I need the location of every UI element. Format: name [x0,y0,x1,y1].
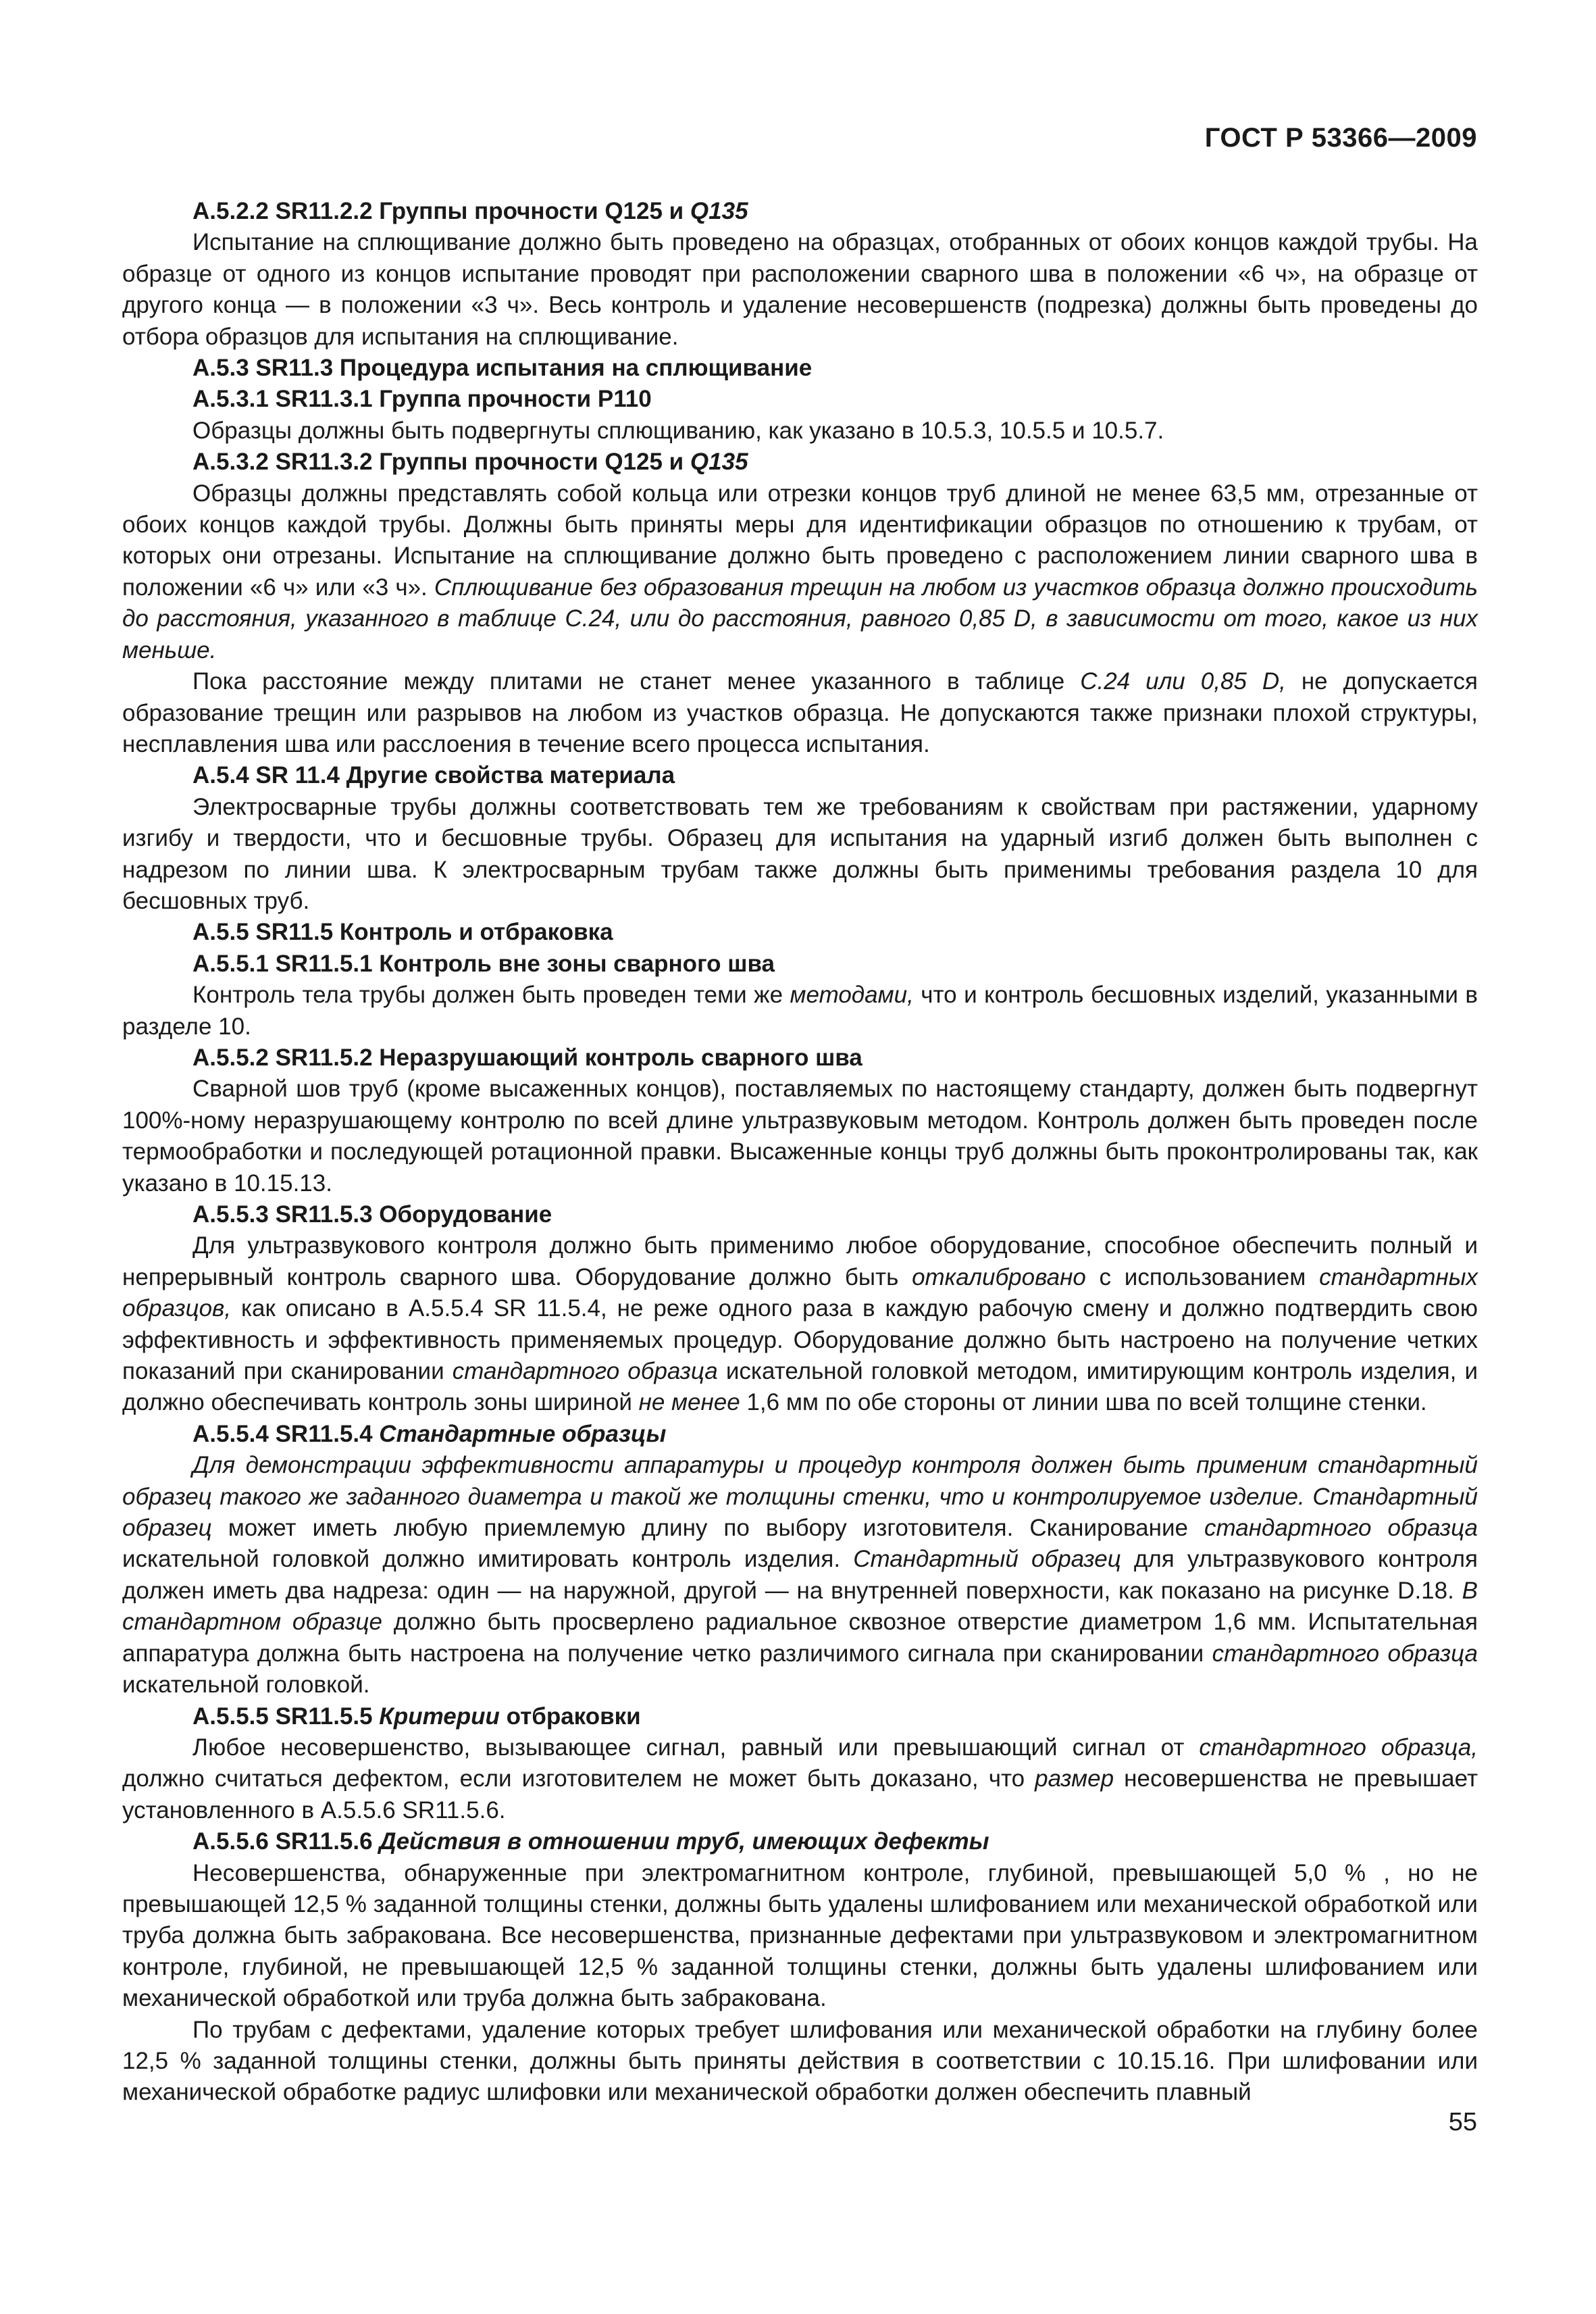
text-run: что и контроль бесшовных изделий, указанными в разделе 10. [122,982,1478,1040]
document-body [122,196,1478,2109]
italic-text-run: стандартного образца [1204,1515,1478,1542]
section-heading [122,447,1478,478]
italic-text-run: Для демонстрации эффективности аппаратуры и процедур контроля должен быть применим стандартный образец такого же заданного диаметра и такой же толщины стенки, что и контролируемое изделие. Стандартный образец [122,1452,1478,1542]
italic-text-run: стандартного образца, [1199,1734,1478,1761]
text-run: А.5.5 SR11.5 Контроль и отбраковка [192,919,613,946]
text-run: искательной головкой методом, имитирующим контроль изделия, и должно обеспечивать контроль зоны шириной [122,1358,1478,1416]
italic-text-run: Сплющивание без образования трещин на любом из участков образца должно происходить до расстояния, указанного в таблице С.24, или до расстояния, равного 0,85 D, в зависимости от того, какое из них меньше. [122,574,1478,663]
text-run: для ультразвукового контроля должен иметь два надреза: один — на наружной, другой — на внутренней поверхности, как показано на рисунке D.18. [122,1546,1478,1604]
italic-text-run: Стандартные образцы [379,1420,667,1447]
italic-text-run: методами, [790,982,914,1009]
text-run: Пока расстояние между плитами не станет менее указанного в таблице [192,668,1081,695]
page-number: 55 [1448,2108,1477,2136]
text-run: Образцы должны представлять собой кольца или отрезки концов труб длиной не менее 63,5 мм, отрезанные от обоих концов каждой трубы. Должны быть приняты меры для идентификации образцов по отношению к трубам, от которых они отрезаны. Испытание на сплющивание должно быть проведено с расположением линии сварного шва в положении «6 ч» или «3 ч». [122,480,1478,601]
text-run: несовершенства не превышает установленного в А.5.5.6 SR11.5.6. [122,1765,1478,1823]
text-run: может иметь любую приемлемую длину по выбору изготовителя. Сканирование [211,1515,1205,1542]
text-run: А.5.3.2 SR11.3.2 Группы прочности Q125 и [192,449,690,476]
text-run: Электросварные трубы должны соответствовать тем же требованиям к свойствам при растяжении, ударному изгибу и твердости, что и бесшовные трубы. Образец для испытания на ударный изгиб должен быть выполнен с надрезом по линии шва. К электросварным трубам также должны быть применимы требования раздела 10 для бесшовных труб. [122,793,1478,914]
paragraph [122,416,1478,447]
section-heading [122,1419,1478,1450]
text-run: Образцы должны быть подвергнуты сплющиванию, как указано в 10.5.3, 10.5.5 и 10.5.7. [192,417,1164,444]
section-heading [122,1826,1478,1857]
text-run: отбраковки [499,1703,641,1730]
text-run: должно быть просверлено радиальное сквозное отверстие диаметром 1,6 мм. Испытательная аппаратура должна быть настроена на получение четко различимого сигнала при сканировании [122,1609,1478,1667]
italic-text-run: Стандартный образец [853,1546,1121,1573]
paragraph [122,1858,1478,2015]
text-run: Несовершенства, обнаруженные при электромагнитном контроле, глубиной, превышающей 5,0 % , но не превышающей 12,5 % заданной толщины стенки, должны быть удалены шлифованием или механической обработкой или труба должна быть забракована. Все несовершенства, признанные дефектами при ультразвуковом и электромагнитном контроле, глубиной, не превышающей 12,5 % заданной толщины стенки, должны быть удалены шлифованием или механической обработкой или труба должна быть забракована. [122,1859,1478,2012]
italic-text-run: стандартного образца [452,1358,718,1385]
text-run: А.5.5.1 SR11.5.1 Контроль вне зоны сварного шва [192,950,775,977]
italic-text-run: стандартных образцов, [122,1263,1478,1322]
section-heading [122,1199,1478,1230]
italic-text-run: В стандартном образце [122,1577,1478,1636]
text-run: А.5.5.2 SR11.5.2 Неразрушающий контроль сварного шва [192,1044,863,1071]
text-run: А.5.3 SR11.3 Процедура испытания на сплющивание [192,355,813,382]
section-heading [122,1701,1478,1732]
paragraph [122,227,1478,353]
paragraph [122,1074,1478,1199]
section-heading [122,384,1478,415]
document-header: ГОСТ Р 53366—2009 [1204,123,1477,153]
text-run: 1,6 мм по обе стороны от линии шва по всей толщине стенки. [740,1389,1427,1416]
paragraph [122,792,1478,917]
section-heading [122,917,1478,948]
italic-text-run: Q135 [690,198,748,224]
paragraph [122,666,1478,760]
text-run: не допускается образование трещин или разрывов на любом из участков образца. Не допускаются также признаки плохой структуры, несплавления шва или расслоения в течение всего процесса испытания. [122,668,1478,757]
section-heading [122,1042,1478,1074]
italic-text-run: стандартного образца [1212,1640,1478,1667]
paragraph [122,478,1478,666]
italic-text-run: Q135 [690,449,748,476]
text-run: А.5.2.2 SR11.2.2 Группы прочности Q125 и [192,198,690,224]
text-run: А.5.5.4 SR11.5.4 [192,1420,380,1447]
paragraph [122,980,1478,1042]
text-run: А.5.5.3 SR11.5.3 Оборудование [192,1201,552,1228]
text-run: А.5.5.6 SR11.5.6 [192,1828,380,1855]
text-run: А.5.3.1 SR11.3.1 Группа прочности Р110 [192,386,652,413]
text-run: Для ультразвукового контроля должно быть применимо любое оборудование, способное обеспечить полный и непрерывный контроль сварного шва. Оборудование должно быть [122,1232,1478,1290]
text-run: искательной головкой. [122,1671,370,1699]
section-heading [122,353,1478,384]
italic-text-run: откалибровано [912,1263,1086,1290]
section-heading [122,949,1478,980]
italic-text-run: Действия в отношении труб, имеющих дефекты [379,1828,989,1855]
section-heading [122,196,1478,227]
text-run: Испытание на сплющивание должно быть проведено на образцах, отобранных от обоих концов каждой трубы. На образце от одного из концов испытание проводят при расположении сварного шва в положении «6 ч», на образце от другого конца — в положении «3 ч». Весь контроль и удаление несовершенств (подрезка) должны быть проведены до отбора образцов для испытания на сплющивание. [122,229,1478,350]
paragraph [122,1450,1478,1701]
text-run: По трубам с дефектами, удаление которых требует шлифования или механической обработки на глубину более 12,5 % заданной толщины стенки, должны быть приняты действия в соответствии с 10.15.16. При шлифовании или механической обработке радиус шлифовки или механической обработки должен обеспечить плавный [122,2016,1478,2106]
italic-text-run: Критерии [379,1703,500,1730]
italic-text-run: С.24 или 0,85 D, [1080,668,1286,695]
text-run: А.5.5.5 SR11.5.5 [192,1703,380,1730]
text-run: А.5.4 SR 11.4 Другие свойства материала [192,762,675,789]
section-heading [122,760,1478,791]
paragraph [122,2015,1478,2109]
text-run: должно считаться дефектом, если изготовителем не может быть доказано, что [122,1765,1035,1792]
text-run: с использованием [1085,1263,1320,1290]
text-run: Сварной шов труб (кроме высаженных концов), поставляемых по настоящему стандарту, должен быть подвергнут 100%-ному неразрушающему контролю по всей длине ультразвуковым методом. Контроль должен быть проведен после термообработки и последующей ротационной правки. Высаженные концы труб должны быть проконтролированы так, как указано в 10.15.13. [122,1076,1478,1197]
paragraph [122,1732,1478,1826]
text-run: как описано в А.5.5.4 SR 11.5.4, не реже одного раза в каждую рабочую смену и должно подтвердить свою эффективность и эффективность применяемых процедур. Оборудование должно быть настроено на получение четких показаний при сканировании [122,1295,1478,1385]
italic-text-run: размер [1035,1765,1114,1792]
paragraph [122,1230,1478,1418]
text-run: искательной головкой должно имитировать контроль изделия. [122,1546,854,1573]
text-run: Любое несовершенство, вызывающее сигнал, равный или превышающий сигнал от [192,1734,1200,1761]
italic-text-run: не менее [638,1389,740,1416]
text-run: Контроль тела трубы должен быть проведен теми же [192,982,790,1009]
